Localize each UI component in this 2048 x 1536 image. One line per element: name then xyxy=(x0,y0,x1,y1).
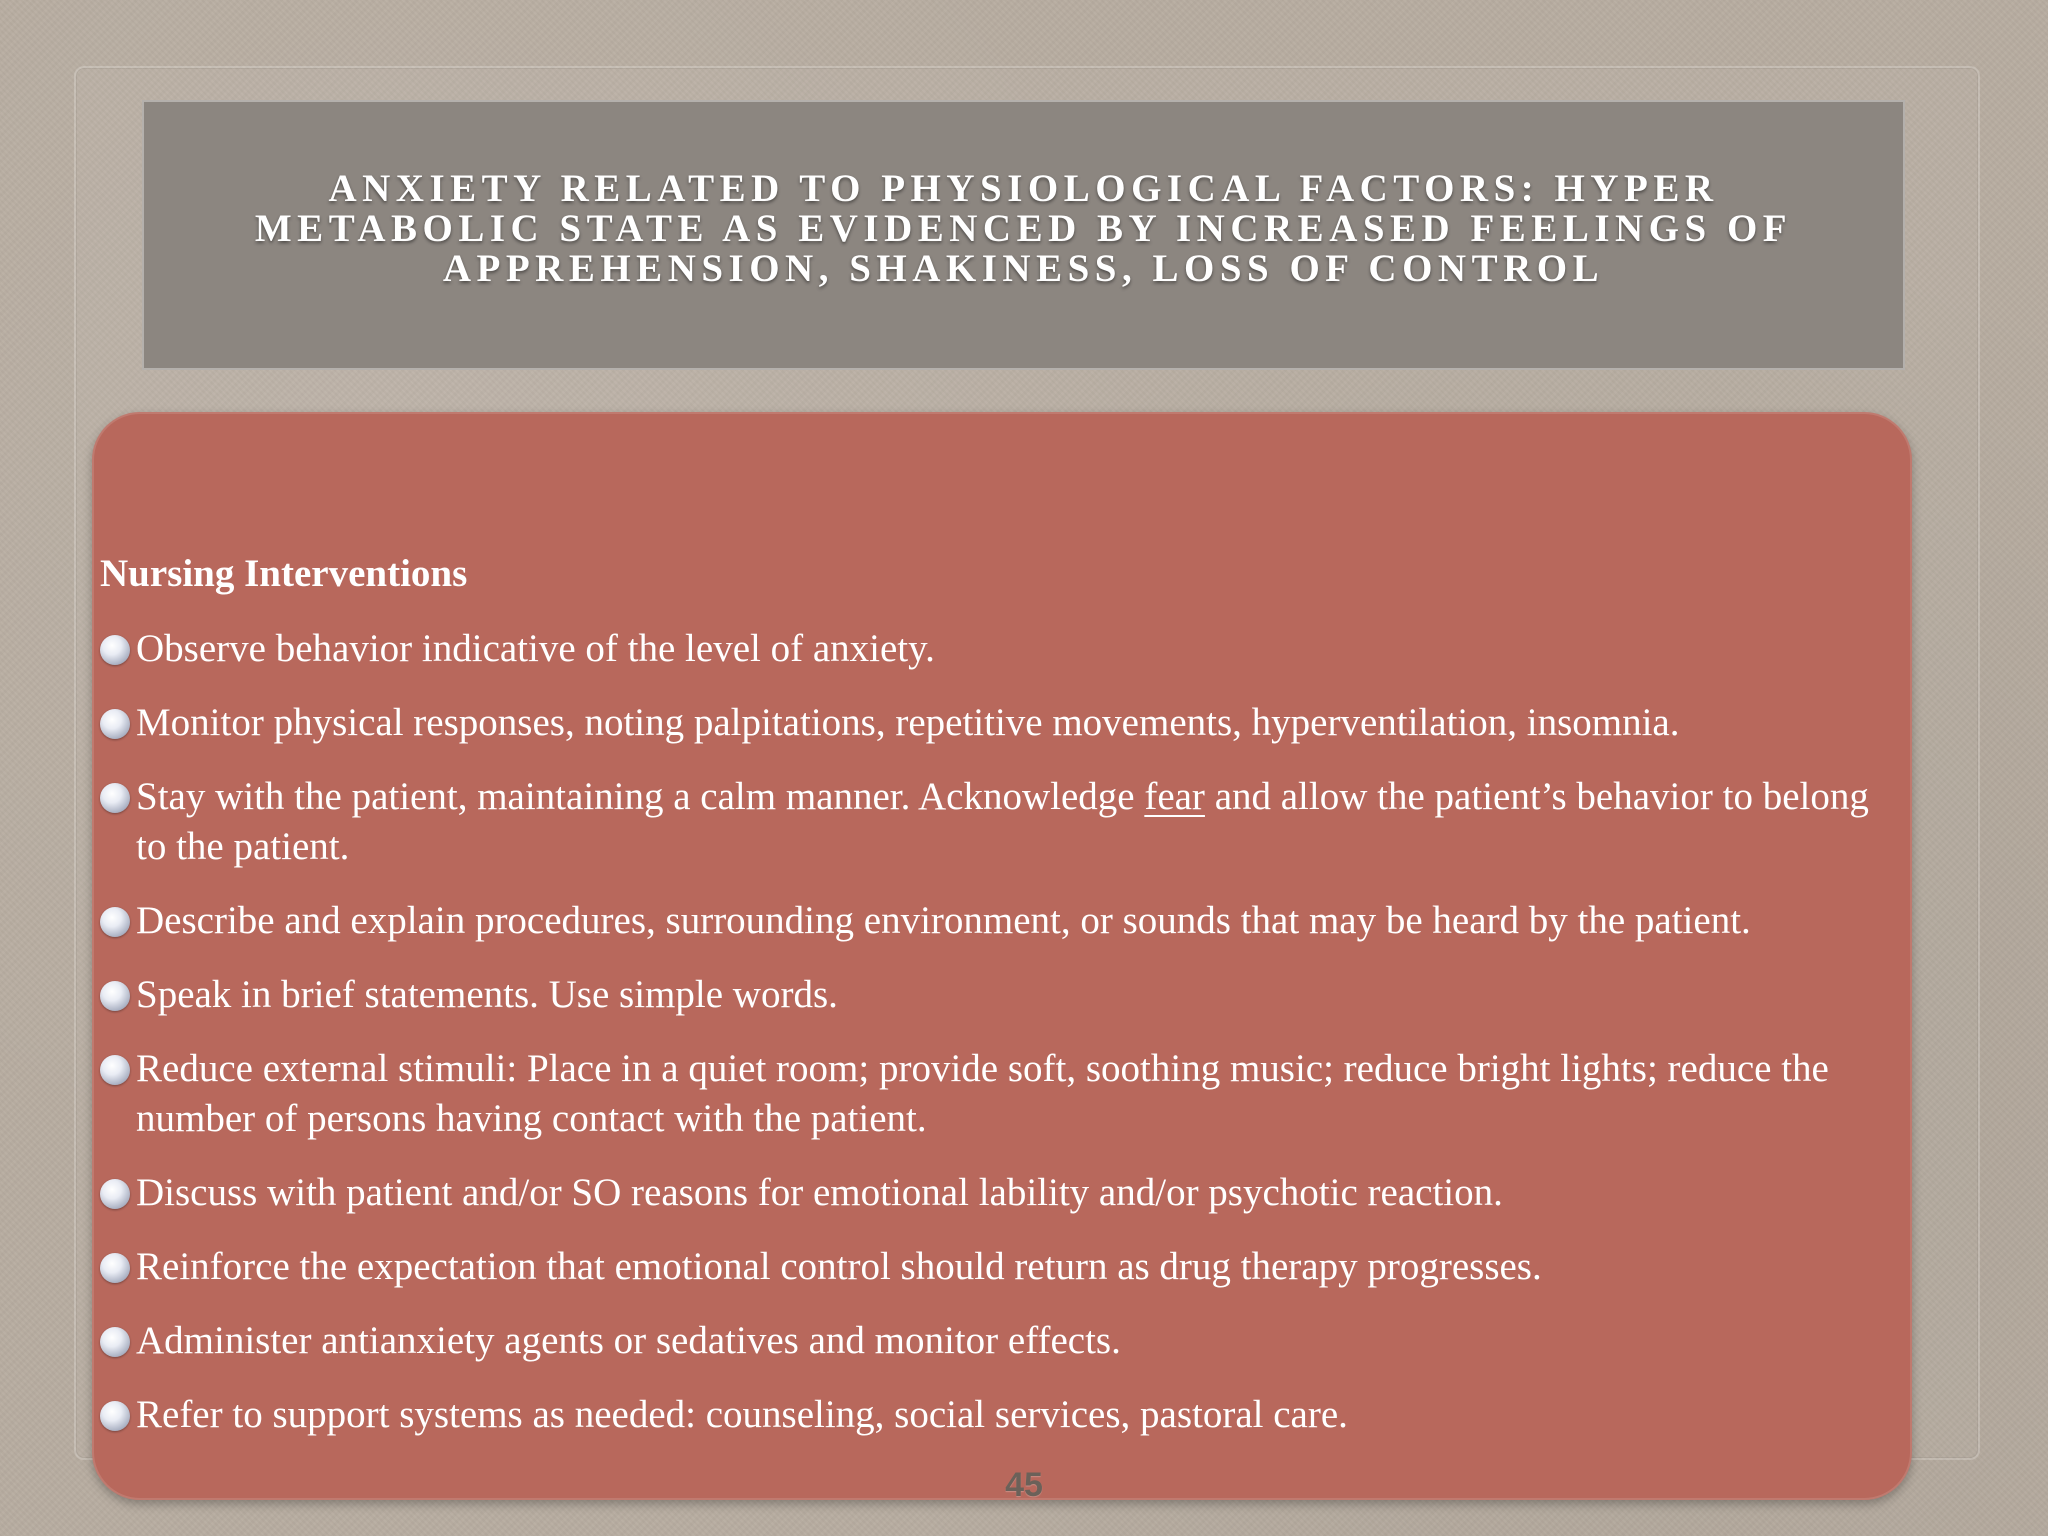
title-bar xyxy=(142,100,1905,370)
sphere-bullet-icon xyxy=(100,981,130,1011)
list-item xyxy=(100,1242,1900,1292)
sphere-bullet-icon xyxy=(100,1055,130,1085)
list-item xyxy=(100,970,1900,1020)
sphere-bullet-icon xyxy=(100,907,130,937)
list-item-text: Discuss with patient and/or SO reasons for emotional lability and/or psychotic reaction. xyxy=(136,1171,1503,1214)
underlined-term: fear xyxy=(1144,775,1205,818)
list-item-text: Administer antianxiety agents or sedatives and monitor effects. xyxy=(136,1319,1121,1362)
list-item xyxy=(100,896,1900,946)
list-item xyxy=(100,624,1900,674)
sphere-bullet-icon xyxy=(100,1179,130,1209)
sphere-bullet-icon xyxy=(100,783,130,813)
list-item-text: Monitor physical responses, noting palpitations, repetitive movements, hyperventilation, insomnia. xyxy=(136,701,1680,744)
list-item-text: Reduce external stimuli: Place in a quiet room; provide soft, soothing music; reduce bright lights; reduce the number of persons having contact with the patient. xyxy=(136,1047,1829,1140)
list-item-text-part: Stay with the patient, maintaining a calm manner. Acknowledge xyxy=(136,775,1145,818)
list-item-text-part: and allow the patient’s behavior to belong to the patient. xyxy=(136,775,1869,868)
slide-title: ANXIETY RELATED TO PHYSIOLOGICAL FACTORS: HYPER METABOLIC STATE AS EVIDENCED BY INCREASED FEELINGS OF APPREHENSION, SHAKINESS, LOSS OF CONTROL xyxy=(254,167,1793,290)
list-item-text: Describe and explain procedures, surrounding environment, or sounds that may be heard by the patient. xyxy=(136,899,1751,942)
sphere-bullet-icon xyxy=(100,635,130,665)
list-item xyxy=(100,698,1900,748)
list-item xyxy=(100,772,1900,872)
page-number: 45 xyxy=(1005,1466,1043,1504)
list-item-text: Refer to support systems as needed: counseling, social services, pastoral care. xyxy=(136,1393,1348,1436)
list-item-text: Speak in brief statements. Use simple words. xyxy=(136,973,838,1016)
list-item-text: Observe behavior indicative of the level of anxiety. xyxy=(136,627,935,670)
section-heading: Nursing Interventions xyxy=(100,552,468,595)
list-item xyxy=(100,1390,1900,1440)
list-item xyxy=(100,1044,1900,1144)
list-item xyxy=(100,1316,1900,1366)
list-item-text xyxy=(136,775,1869,868)
sphere-bullet-icon xyxy=(100,1253,130,1283)
sphere-bullet-icon xyxy=(100,1327,130,1357)
list-item-text: Reinforce the expectation that emotional control should return as drug therapy progresses. xyxy=(136,1245,1542,1288)
sphere-bullet-icon xyxy=(100,709,130,739)
list-item xyxy=(100,1168,1900,1218)
sphere-bullet-icon xyxy=(100,1401,130,1431)
